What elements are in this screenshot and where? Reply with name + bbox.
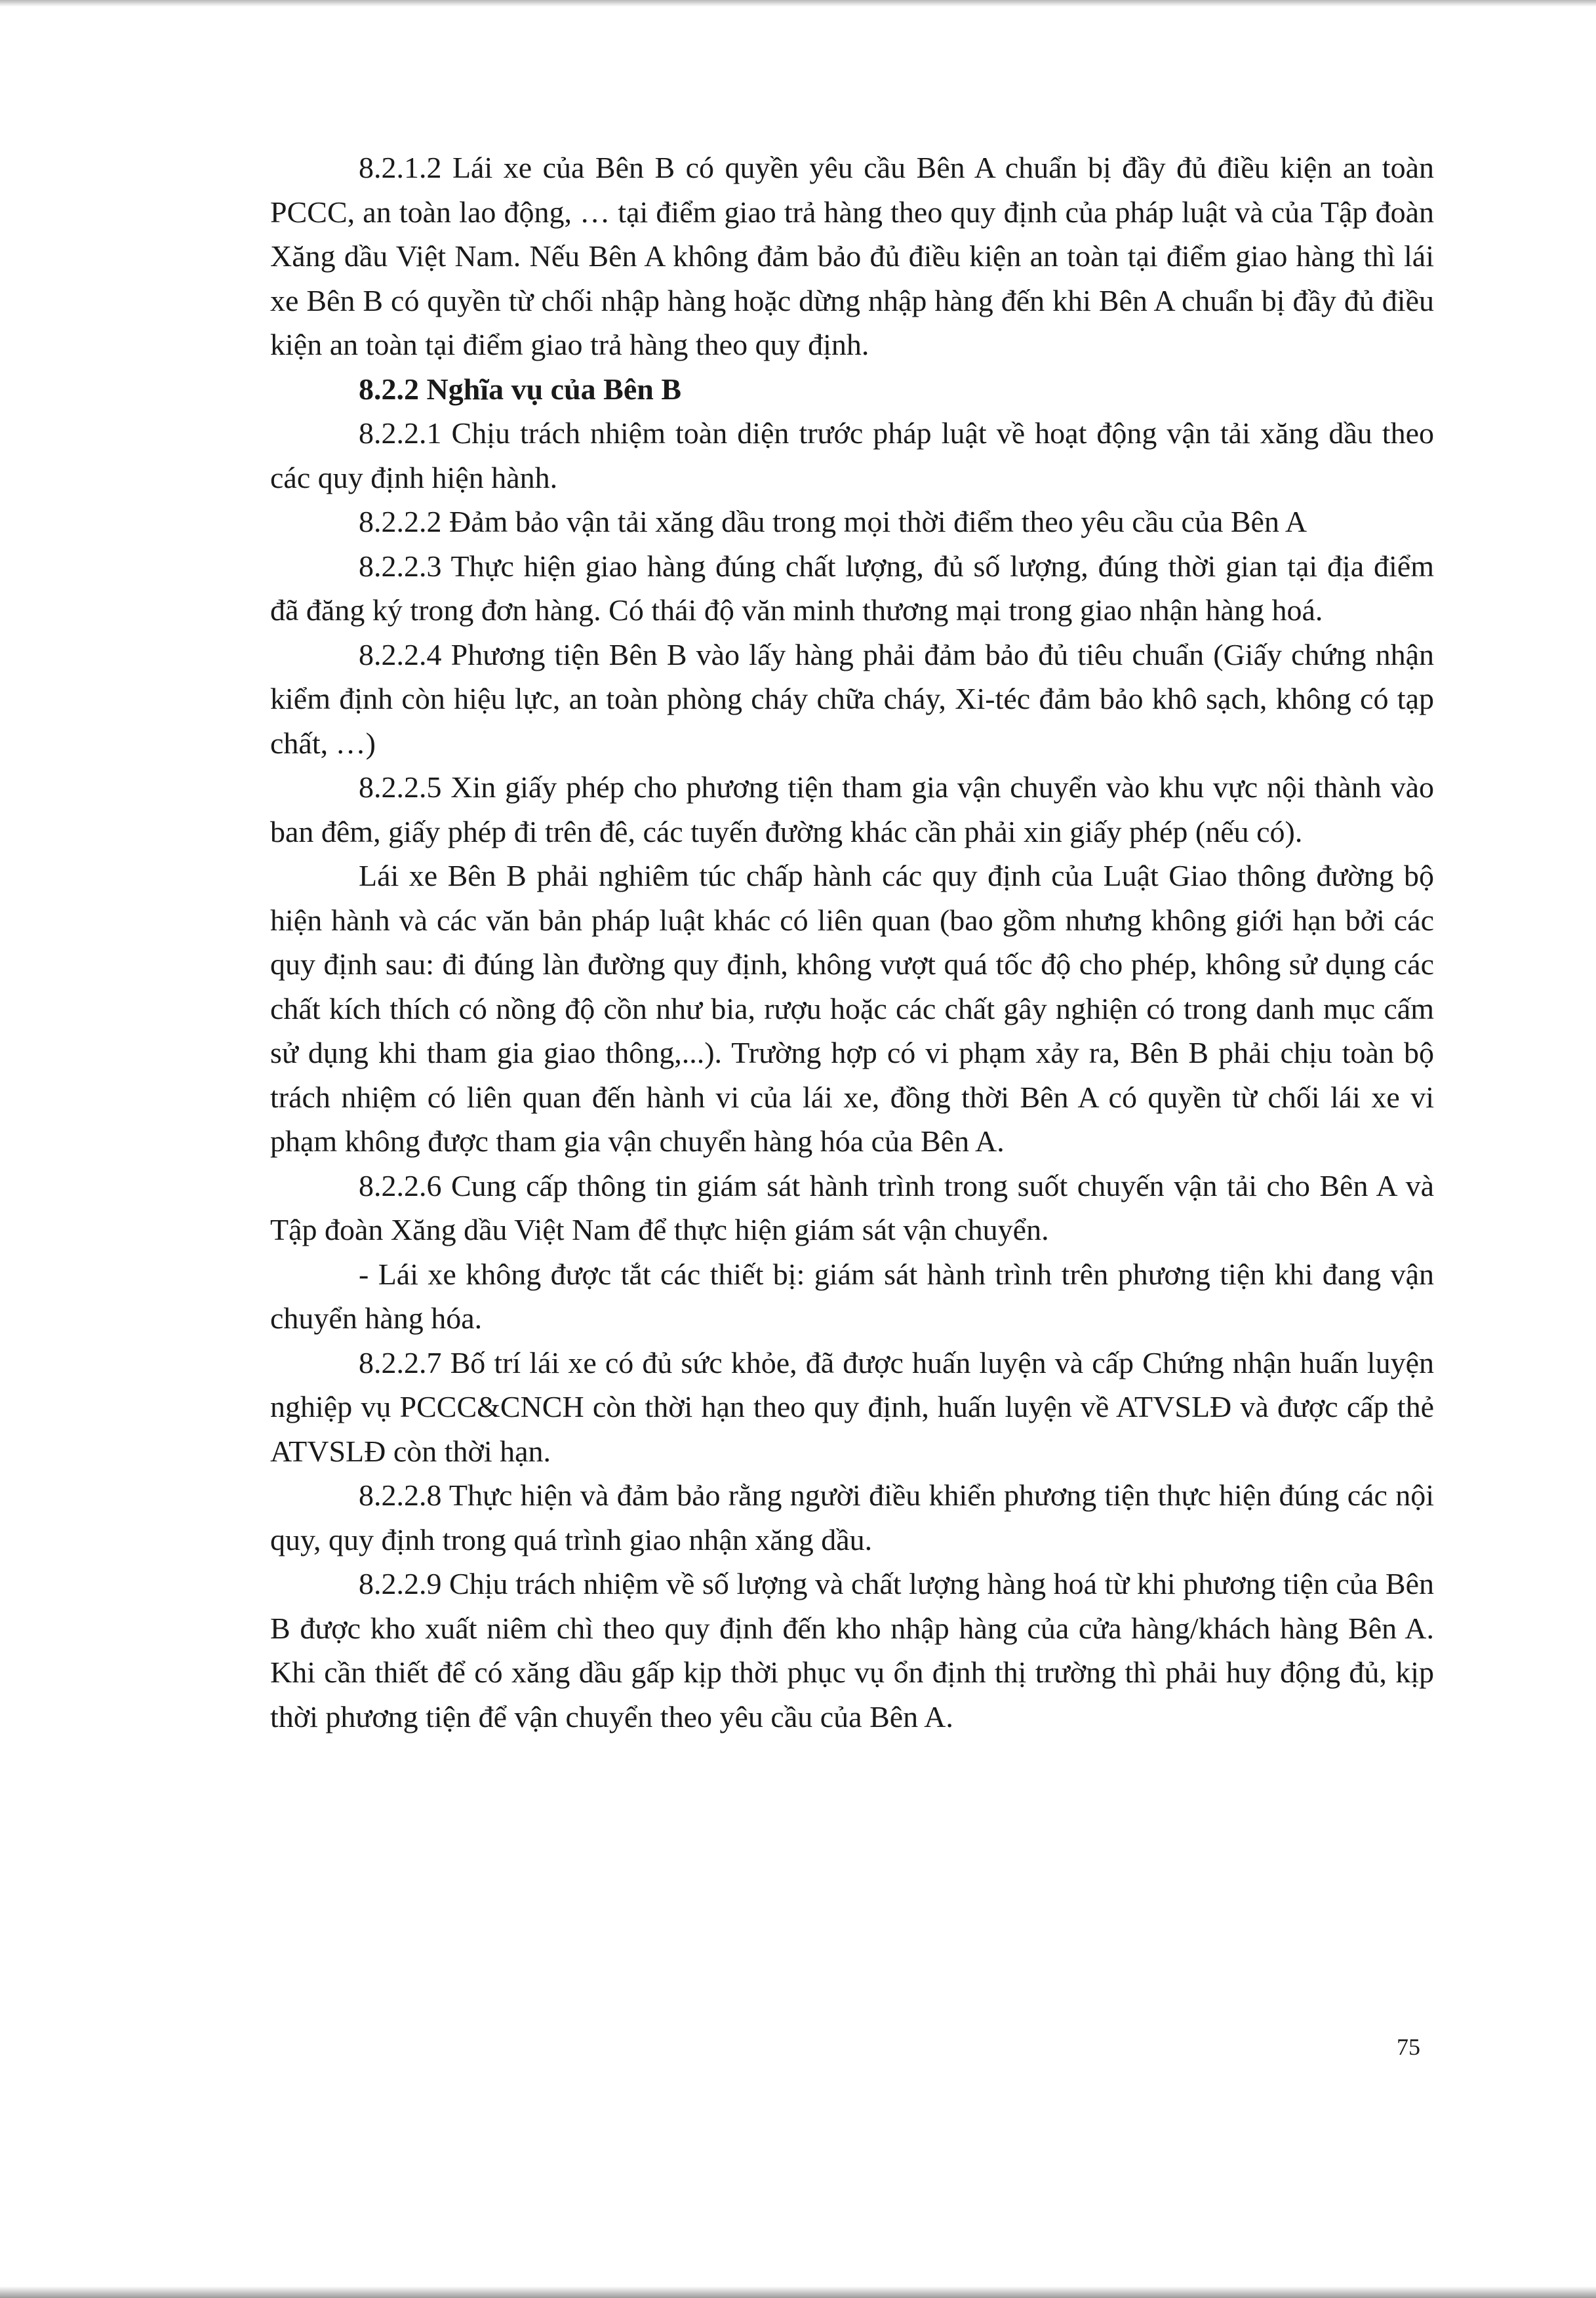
paragraph-8-2-2-2: 8.2.2.2 Đảm bảo vận tải xăng dầu trong mọi thời điểm theo yêu cầu của Bên A bbox=[359, 505, 1307, 538]
scan-edge-top bbox=[0, 0, 1596, 7]
paragraph-8-2-2-7: 8.2.2.7 Bố trí lái xe có đủ sức khỏe, đã được huấn luyện và cấp Chứng nhận huấn luyện nghiệp vụ PCCC&CNCH còn thời hạn theo quy định, huấn luyện về ATVSLĐ và được cấp thẻ ATVSLĐ còn thời hạn. bbox=[270, 1345, 1434, 1468]
paragraph-8-2-2-1: 8.2.2.1 Chịu trách nhiệm toàn diện trước pháp luật về hoạt động vận tải xăng dầu theo các quy định hiện hành. bbox=[270, 416, 1434, 494]
paragraph-driver-rules: Lái xe Bên B phải nghiêm túc chấp hành các quy định của Luật Giao thông đường bộ hiện hành và các văn bản pháp luật khác có liên quan (bao gồm nhưng không giới hạn bởi các quy định sau: đi đúng làn đường quy định, không vượt quá tốc độ cho phép, không sử dụng các chất kích thích có nồng độ cồn như bia, rượu hoặc các chất gây nghiện có trong danh mục cấm sử dụng khi tham gia giao thông,...). Trường hợp có vi phạm xảy ra, Bên B phải chịu toàn bộ trách nhiệm có liên quan đến hành vi của lái xe, đồng thời Bên A có quyền từ chối lái xe vi phạm không được tham gia vận chuyển hàng hóa của Bên A. bbox=[270, 859, 1434, 1158]
paragraph-8-2-2-6: 8.2.2.6 Cung cấp thông tin giám sát hành trình trong suốt chuyến vận tải cho Bên A và Tập đoàn Xăng dầu Việt Nam để thực hiện giám sát vận chuyển. bbox=[270, 1168, 1434, 1246]
paragraph-monitor-devices: - Lái xe không được tắt các thiết bị: giám sát hành trình trên phương tiện khi đang vận chuyển hàng hóa. bbox=[270, 1257, 1434, 1335]
paragraph-8-2-2-5: 8.2.2.5 Xin giấy phép cho phương tiện tham gia vận chuyển vào khu vực nội thành vào ban đêm, giấy phép đi trên đê, các tuyến đường khác cần phải xin giấy phép (nếu có). bbox=[270, 770, 1434, 848]
paragraph-8-2-2-4: 8.2.2.4 Phương tiện Bên B vào lấy hàng phải đảm bảo đủ tiêu chuẩn (Giấy chứng nhận kiểm định còn hiệu lực, an toàn phòng cháy chữa cháy, Xi-téc đảm bảo khô sạch, không có tạp chất, …) bbox=[270, 637, 1434, 760]
paragraph-8-2-2-8: 8.2.2.8 Thực hiện và đảm bảo rằng người điều khiển phương tiện thực hiện đúng các nội quy, quy định trong quá trình giao nhận xăng dầu. bbox=[270, 1478, 1434, 1556]
paragraph-8-2-1-2: 8.2.1.2 Lái xe của Bên B có quyền yêu cầu Bên A chuẩn bị đầy đủ điều kiện an toàn PCCC, an toàn lao động, … tại điểm giao trả hàng theo quy định của pháp luật và của Tập đoàn Xăng dầu Việt Nam. Nếu Bên A không đảm bảo đủ điều kiện an toàn tại điểm giao hàng thì lái xe Bên B có quyền từ chối nhập hàng hoặc dừng nhập hàng đến khi Bên A chuẩn bị đầy đủ điều kiện an toàn tại điểm giao trả hàng theo quy định. bbox=[270, 151, 1434, 361]
paragraph-8-2-2-3: 8.2.2.3 Thực hiện giao hàng đúng chất lượng, đủ số lượng, đúng thời gian tại địa điểm đã đăng ký trong đơn hàng. Có thái độ văn minh thương mại trong giao nhận hàng hoá. bbox=[270, 549, 1434, 627]
scan-edge-bottom bbox=[0, 2286, 1596, 2298]
section-heading-8-2-2: 8.2.2 Nghĩa vụ của Bên B bbox=[359, 372, 682, 406]
page-number: 75 bbox=[1397, 2034, 1420, 2060]
document-body bbox=[270, 146, 1434, 1739]
paragraph-8-2-2-9: 8.2.2.9 Chịu trách nhiệm về số lượng và chất lượng hàng hoá từ khi phương tiện của Bên B được kho xuất niêm chì theo quy định đến kho nhập hàng của cửa hàng/khách hàng Bên A. Khi cần thiết để có xăng dầu gấp kịp thời phục vụ ổn định thị trường thì phải huy động đủ, kịp thời phương tiện để vận chuyển theo yêu cầu của Bên A. bbox=[270, 1567, 1434, 1733]
